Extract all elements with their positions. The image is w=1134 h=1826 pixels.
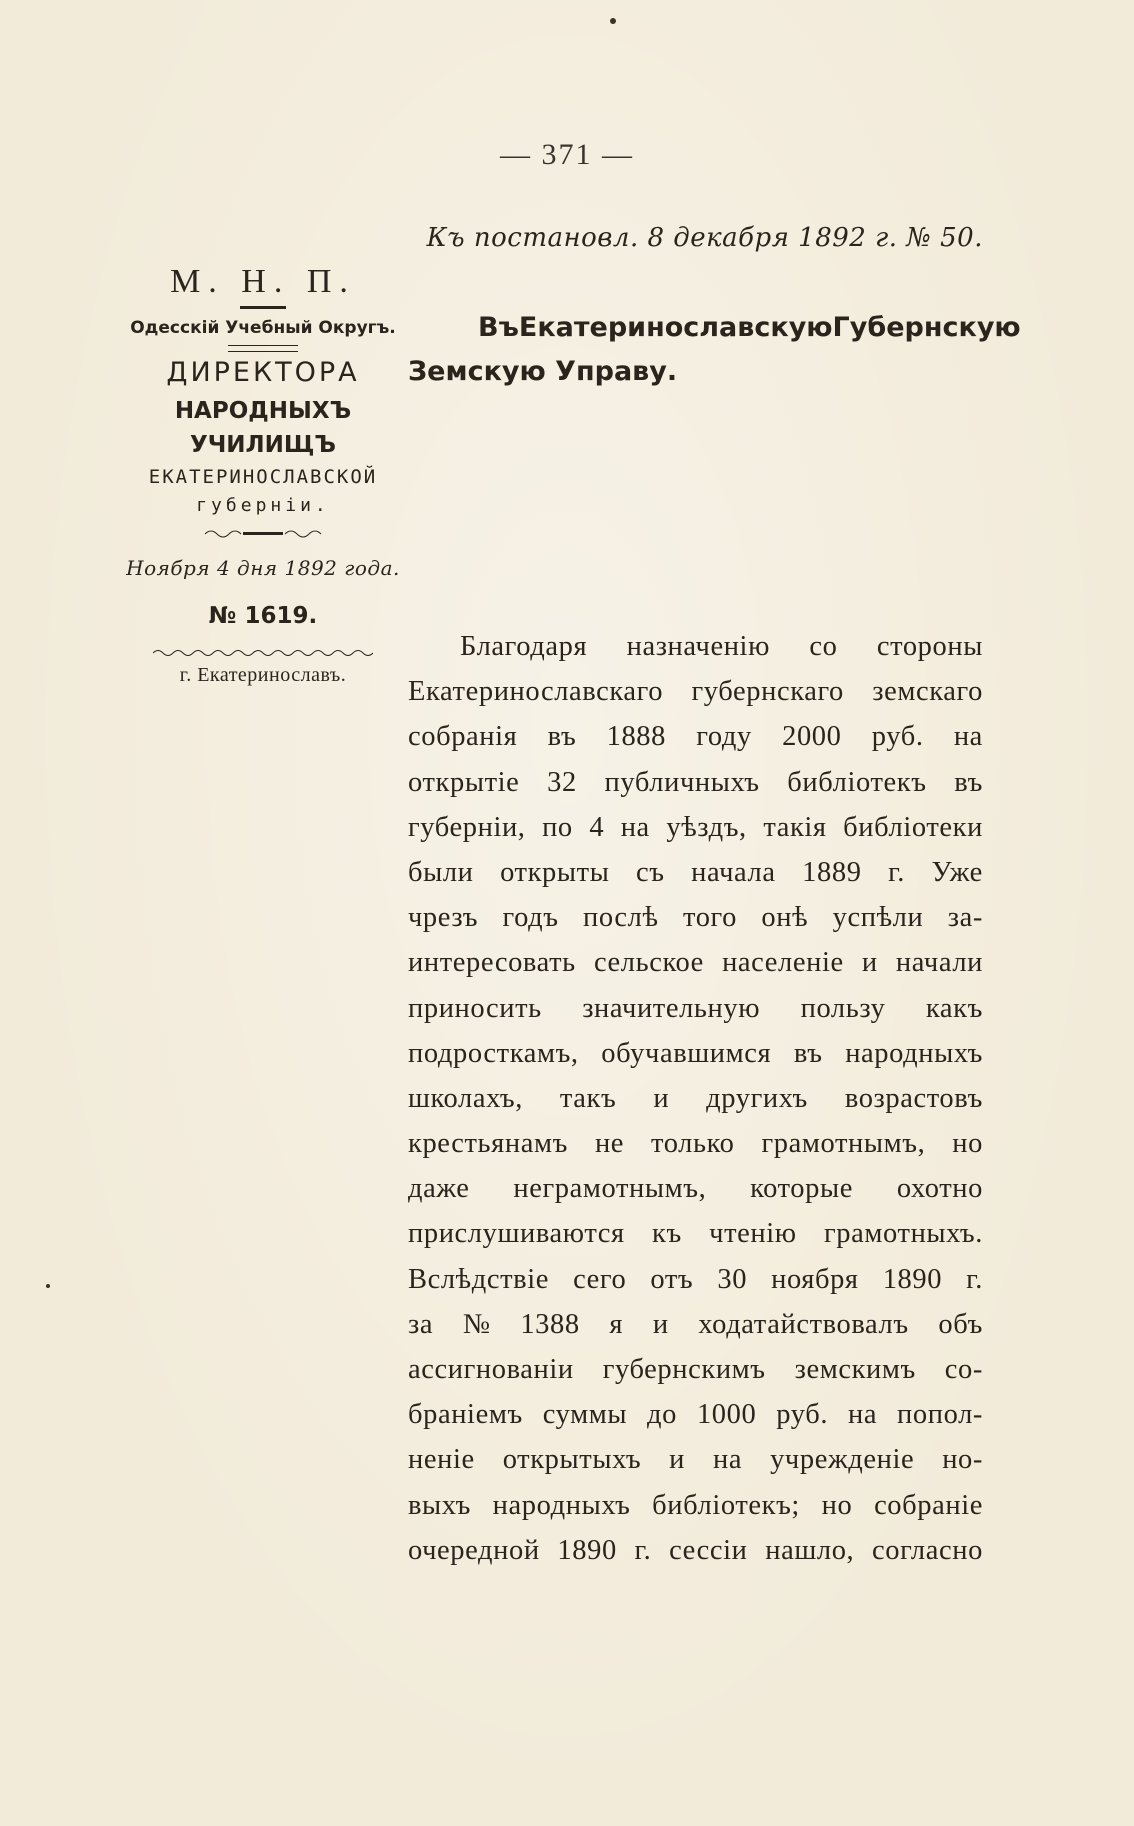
body-word: очередной [408, 1534, 540, 1566]
body-word: чрезъ [408, 902, 479, 934]
body-word: грамотнымъ, [761, 1128, 926, 1160]
gubernia-title: губерніи. [196, 495, 330, 516]
body-word: 1889 [802, 856, 862, 888]
body-line [408, 1392, 983, 1437]
body-word: послѣ [583, 902, 659, 934]
body-word: и [652, 1308, 669, 1340]
body-word: подросткамъ, [408, 1037, 579, 1069]
body-line [408, 669, 983, 714]
schools-title: НАРОДНЫХЪ УЧИЛИЩЪ [174, 398, 352, 458]
body-line [408, 624, 983, 669]
body-word: на [712, 1444, 743, 1476]
resolution-reference: Къ постановл. 8 декабря 1892 г. № 50. [426, 223, 983, 253]
body-word: Екатеринославскаго [408, 676, 664, 708]
body-word: приносить [408, 992, 542, 1024]
body-word: г. [634, 1534, 652, 1566]
body-word: я [609, 1308, 624, 1340]
addressee-line [408, 306, 1021, 350]
body-word: по [542, 811, 573, 843]
body-word: согласно [871, 1534, 983, 1566]
body-word: возрастовъ [844, 1082, 983, 1114]
body-word: въ [547, 721, 577, 753]
addressee-word: Губернскую [832, 312, 1021, 343]
body-word: земскимъ [794, 1354, 916, 1385]
body-word: но [821, 1489, 853, 1521]
body-word: другихъ [706, 1082, 808, 1114]
body-line [408, 1031, 983, 1076]
body-word: народныхъ [492, 1489, 631, 1521]
letter-date: Ноября 4 дня 1892 года. [126, 556, 400, 580]
body-word: которые [750, 1173, 854, 1205]
body-word: начала [691, 856, 776, 888]
addressee-line: Земскую Управу. [408, 356, 678, 387]
body-word: 32 [547, 766, 577, 798]
body-word: Вслѣдствіе [408, 1263, 549, 1295]
body-word: браніемъ [408, 1399, 523, 1431]
addressee-block [408, 306, 1021, 394]
body-word: Уже [931, 856, 983, 888]
body-line [408, 1528, 983, 1573]
body-word: значительную [582, 992, 761, 1024]
body-word: чтенію [709, 1218, 797, 1250]
body-word: собранія [408, 721, 518, 753]
addressee-word: Въ [478, 312, 519, 343]
addressee-word: Екатеринославскую [518, 312, 833, 343]
body-word: неніе [408, 1444, 475, 1476]
body-word: 1888 [606, 721, 667, 753]
body-word: успѣли [832, 902, 924, 934]
body-line [408, 1121, 983, 1166]
body-word: народныхъ [845, 1037, 983, 1069]
body-word: губернскаго [691, 676, 844, 708]
ornament-divider [203, 526, 323, 540]
body-word: не [594, 1128, 625, 1160]
body-line [408, 1347, 983, 1392]
body-word: онѣ [761, 902, 809, 934]
body-word: пользу [800, 992, 886, 1024]
body-line [408, 1166, 983, 1211]
body-line [408, 1257, 983, 1302]
letterhead-column [118, 262, 408, 688]
director-title: ДИРЕКТОРА [166, 357, 360, 388]
body-word: и [669, 1444, 686, 1476]
body-word: назначенію [626, 631, 770, 662]
body-line [408, 986, 983, 1031]
body-word: губерніи, [408, 811, 526, 843]
body-word: открытыхъ [502, 1444, 642, 1476]
body-word: въ [954, 766, 983, 798]
body-word: ноября [771, 1263, 859, 1295]
letter-number: № 1619. [208, 603, 318, 629]
body-line [408, 760, 983, 805]
body-word: за- [947, 902, 983, 934]
body-word: крестьянамъ [408, 1128, 568, 1160]
body-line [408, 1211, 983, 1256]
body-line [408, 714, 983, 759]
body-word: библіотекъ; [652, 1489, 800, 1521]
body-word: 1000 [696, 1399, 757, 1431]
body-line [408, 805, 983, 850]
body-word: и [861, 947, 878, 979]
body-word: стороны [876, 631, 983, 662]
body-word: суммы [542, 1399, 628, 1431]
body-word: но [952, 1128, 983, 1160]
body-word: руб. [776, 1399, 829, 1431]
body-line [408, 1483, 983, 1528]
body-word: къ [652, 1218, 682, 1250]
letter-body [408, 624, 983, 1573]
body-word: грамотныхъ. [824, 1218, 983, 1250]
speck-mark [46, 1284, 50, 1288]
body-word: Благодаря [460, 631, 588, 662]
body-word: отъ [650, 1263, 694, 1295]
body-word: до [647, 1399, 677, 1431]
body-word: неграмотнымъ, [513, 1173, 707, 1205]
body-word: интересовать [408, 947, 576, 979]
body-word: учрежденіе [770, 1444, 915, 1476]
body-word: охотно [896, 1173, 983, 1205]
ornament-divider [153, 648, 373, 658]
school-district: Одесскій Учебный Округъ. [130, 318, 396, 338]
body-word: обучавшимся [601, 1037, 772, 1069]
body-word: нашло, [765, 1534, 855, 1566]
province-title: ЕКАТЕРИНОСЛАВСКОЙ [148, 466, 378, 488]
page-number: — 371 — [500, 138, 634, 171]
body-word: году [696, 721, 752, 753]
body-word: ходатайствовалъ [698, 1308, 909, 1340]
body-word: населеніе [722, 947, 844, 979]
divider [228, 345, 298, 352]
body-word: открыты [500, 856, 610, 888]
body-word: годъ [502, 902, 559, 934]
body-word: на [848, 1399, 878, 1431]
body-word: объ [938, 1308, 983, 1340]
body-word: и [653, 1082, 670, 1114]
ministry-abbreviation: М. Н. П. [170, 263, 356, 300]
body-word: открытіе [408, 766, 520, 798]
body-word: 2000 [782, 721, 842, 753]
body-word: сессіи [669, 1534, 748, 1566]
body-word: только [651, 1128, 735, 1160]
body-word: № [462, 1308, 491, 1340]
body-word: 1388 [520, 1308, 580, 1340]
speck-mark [610, 18, 616, 24]
body-word: но- [942, 1444, 983, 1476]
body-word: даже [408, 1173, 470, 1205]
body-word: начали [895, 947, 983, 979]
city-line: г. Екатеринославъ. [179, 664, 347, 686]
body-word: 1890 [882, 1263, 943, 1295]
body-word: такъ [559, 1082, 617, 1114]
body-word: руб. [871, 721, 924, 753]
body-line [408, 1076, 983, 1121]
body-line [408, 1302, 983, 1347]
body-line [408, 940, 983, 985]
body-word: какъ [925, 992, 983, 1024]
body-word: сельское [593, 947, 704, 979]
body-word: губернскимъ [602, 1354, 766, 1385]
body-word: 4 [589, 811, 605, 843]
body-word: со [809, 631, 838, 662]
body-word: сего [573, 1263, 627, 1295]
body-word: ассигнованіи [408, 1354, 574, 1385]
body-word: выхъ [408, 1489, 471, 1521]
body-word: того [683, 902, 737, 934]
body-word: такія [763, 811, 827, 843]
body-word: прислушиваются [408, 1218, 625, 1250]
body-word: 30 [717, 1263, 748, 1295]
body-word: г. [888, 856, 905, 888]
body-line [408, 850, 983, 895]
body-word: въ [793, 1037, 823, 1069]
body-line [408, 895, 983, 940]
body-word: 1890 [557, 1534, 617, 1566]
body-word: на [953, 721, 983, 753]
body-word: г. [966, 1263, 983, 1295]
body-word: библіотеки [843, 811, 983, 843]
body-word: библіотекъ [787, 766, 927, 798]
body-word: собраніе [874, 1489, 983, 1521]
body-word: попол- [897, 1399, 983, 1431]
body-word: за [408, 1308, 434, 1340]
body-word: были [408, 856, 474, 888]
body-word: земскаго [872, 676, 983, 708]
body-word: публичныхъ [604, 766, 760, 798]
body-word: школахъ, [408, 1082, 523, 1114]
body-word: съ [636, 856, 665, 888]
body-word: на [620, 811, 650, 843]
body-word: со- [944, 1354, 983, 1385]
divider [240, 306, 286, 309]
body-word: уѣздъ, [666, 811, 747, 843]
body-line [408, 1437, 983, 1482]
